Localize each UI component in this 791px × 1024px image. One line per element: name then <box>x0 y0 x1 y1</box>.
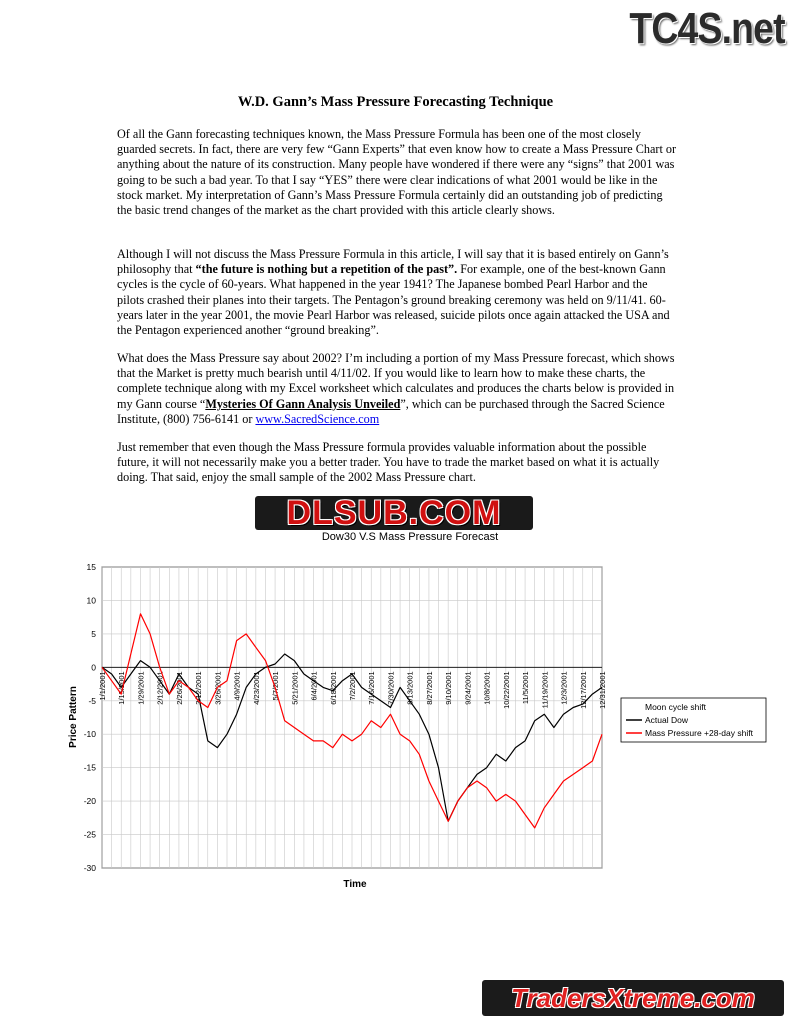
legend-label-moon: Moon cycle shift <box>645 702 706 712</box>
x-tick-label: 12/3/2001 <box>559 671 569 705</box>
x-tick-label: 9/24/2001 <box>463 671 473 705</box>
x-tick-label: 11/19/2001 <box>540 671 550 709</box>
legend <box>621 698 766 742</box>
x-tick-label: 10/22/2001 <box>501 671 511 709</box>
legend-label-actual: Actual Dow <box>645 715 688 725</box>
x-tick-label: 4/9/2001 <box>232 671 242 701</box>
x-tick-label: 12/31/2001 <box>598 671 607 709</box>
x-tick-label: 6/4/2001 <box>309 671 319 701</box>
x-tick-label: 7/2/2001 <box>348 671 357 701</box>
y-tick-label: 0 <box>91 662 96 673</box>
paragraph-2 <box>117 247 677 338</box>
paragraph-3-text-a: What does the Mass Pressure say about 2002? I’m including a portion of my Mass Pressure forecast, which shows that the Market is pretty much bearish until 4/11/02. If you would like to learn how to make these charts, the complete technique along with my Excel worksheet which calculates and produces the charts below is provided in my Gann course “ <box>117 351 675 411</box>
y-tick-label: 5 <box>91 628 96 639</box>
x-tick-label: 5/21/2001 <box>290 671 300 705</box>
paragraph-2-text-a: Although I will not discuss the Mass Pressure Formula in this article, I will say that it is based entirely on Gann’s philosophy that <box>117 247 669 277</box>
x-axis-label: Time <box>343 879 367 890</box>
sacred-science-link[interactable]: www.SacredScience.com <box>255 411 380 426</box>
site-logo: TC4S.net <box>629 4 785 53</box>
paragraph-4: Just remember that even though the Mass Pressure formula provides valuable information about the possible future, it will not necessarily make you a better trader. You have to trade the market based on what it is actually doing. That said, enjoy the small sample of the 2002 Mass Pressure chart. <box>117 440 660 485</box>
paragraph-2-text-b: For example, one of the best-known Gann cycles is the cycle of 60-years. What happened in the year 1941? The Japanese bombed Pearl Harbor and the pilots crashed their planes into their targets. The Pentagon’s ground breaking ceremony was held on 9/11/41. 60-years later in the year 2001, the movie Pearl Harbor was released, suicide pilots once again attacked the USA and the Pentagon experienced another “ground breaking”. <box>117 262 670 338</box>
chart-title: Dow30 V.S Mass Pressure Forecast <box>321 531 499 543</box>
x-tick-label: 2/26/2001 <box>174 671 184 705</box>
y-tick-label: -15 <box>83 762 96 773</box>
page-title: W.D. Gann’s Mass Pressure Forecasting Technique <box>237 94 554 110</box>
y-tick-label: -10 <box>83 729 96 740</box>
x-tick-label: 3/26/2001 <box>213 671 223 705</box>
x-tick-label: 6/18/2001 <box>328 671 338 705</box>
x-tick-label: 1/15/2001 <box>117 671 127 705</box>
legend-label-mass: Mass Pressure +28-day shift <box>645 728 753 738</box>
mass-pressure-chart <box>60 495 771 915</box>
paragraph-1: Of all the Gann forecasting techniques known, the Mass Pressure Formula has been one of the most closely guarded secrets. In fact, there are very few “Gann Experts” that even know how to create a Mass Pressure Chart or anything about the nature of its construction. Many people have wondered if there were any “signs” that 2001 was going to be such a bad year. To that I say “YES” there were clear indications of what 2001 would be like in the stock market. My interpretation of Gann’s Mass Pressure Formula certainly did an outstanding job of predicting the basic trend changes of the market as the chart provided with this article clearly shows. <box>117 127 677 218</box>
x-tick-label: 3/12/2001 <box>194 671 204 705</box>
y-axis-label: Price Pattern <box>68 686 79 748</box>
chart-area <box>60 495 771 915</box>
y-tick-label: -5 <box>88 695 96 706</box>
y-tick-label: -25 <box>83 829 96 840</box>
x-tick-label: 2/12/2001 <box>155 671 165 705</box>
x-tick-label: 8/27/2001 <box>424 671 434 705</box>
x-tick-label: 1/29/2001 <box>136 671 146 705</box>
x-tick-label: 5/7/2001 <box>271 671 281 701</box>
paragraph-2-quote: “the future is nothing but a repetition of the past”. <box>195 262 458 277</box>
paragraph-3 <box>117 351 677 427</box>
paragraph-3-text-b: ”, which can be purchased through the Sacred Science Institute, (800) 756-6141 or <box>117 396 665 426</box>
x-tick-label: 7/16/2001 <box>367 671 377 705</box>
x-tick-label: 11/5/2001 <box>521 671 531 705</box>
course-title: Mysteries Of Gann Analysis Unveiled <box>205 396 401 411</box>
x-tick-label: 8/13/2001 <box>405 671 415 705</box>
y-tick-label: -20 <box>83 796 96 807</box>
y-tick-label: -30 <box>83 863 96 873</box>
tradersxtreme-logo: TradersXtreme.com <box>482 980 784 1016</box>
x-tick-label: 7/30/2001 <box>386 671 396 705</box>
y-tick-label: 10 <box>86 595 96 606</box>
y-tick-label: 15 <box>86 562 96 572</box>
x-tick-label: 4/23/2001 <box>251 671 261 705</box>
x-tick-label: 12/17/2001 <box>578 671 588 709</box>
dlsub-watermark: DLSUB.COM <box>255 496 533 530</box>
x-tick-label: 1/1/2001 <box>98 671 107 701</box>
x-tick-label: 10/8/2001 <box>482 671 492 705</box>
x-tick-label: 9/10/2001 <box>444 671 454 705</box>
